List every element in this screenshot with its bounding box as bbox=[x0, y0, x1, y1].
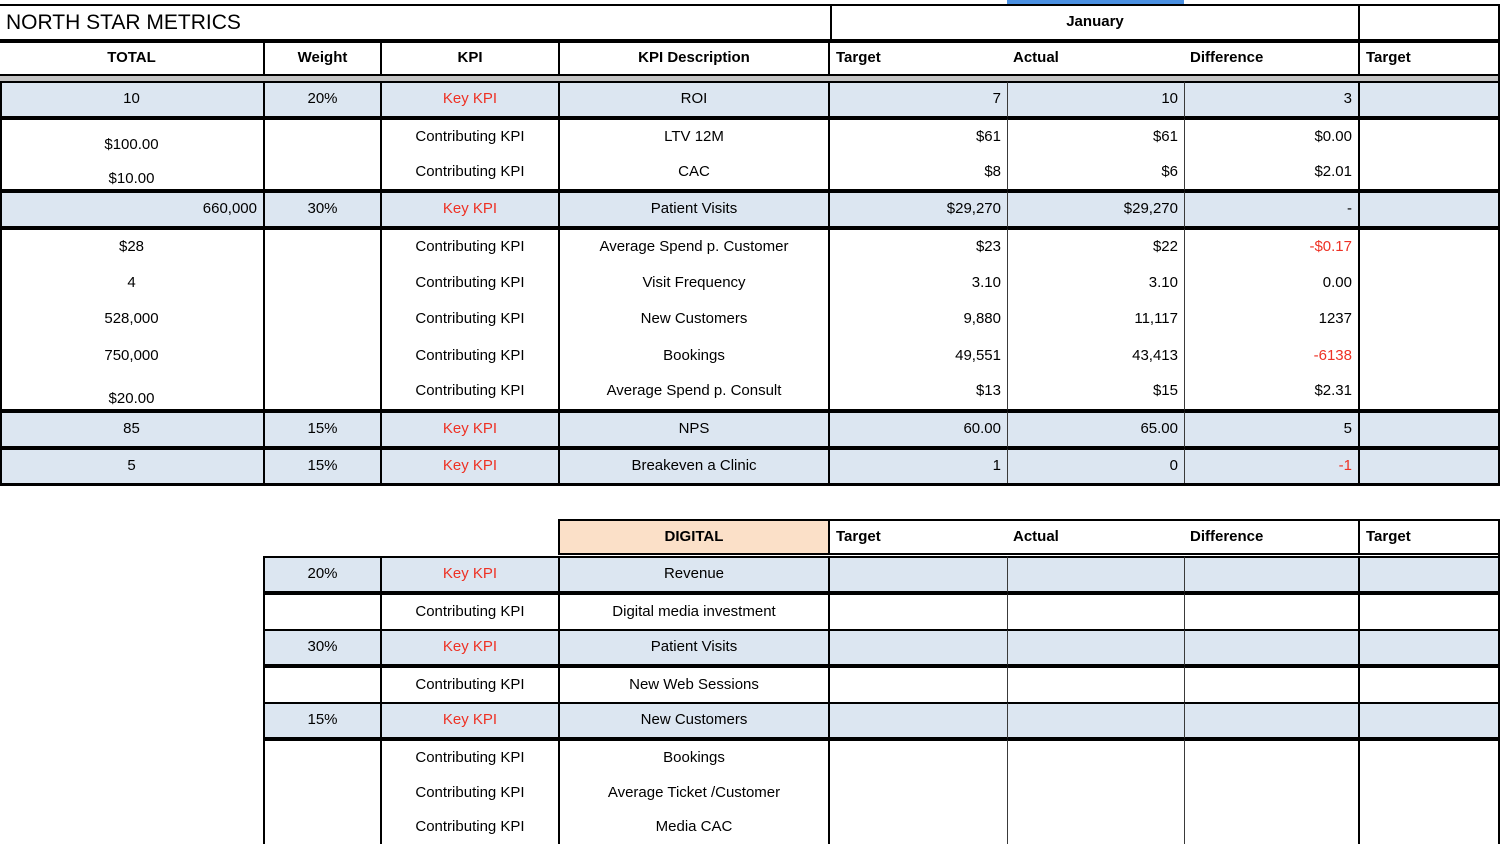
cell-actual: 0 bbox=[1007, 448, 1184, 485]
cell-target: 49,551 bbox=[830, 338, 1007, 374]
cell-next-target-digital bbox=[1360, 593, 1500, 629]
cell-actual: 10 bbox=[1007, 81, 1184, 118]
cell-kpi-type-key: Key KPI bbox=[380, 191, 558, 228]
cell-weight bbox=[263, 228, 380, 265]
cell-difference-digital bbox=[1184, 739, 1360, 775]
cell-total: 85 bbox=[0, 411, 263, 448]
cell-target-digital bbox=[830, 775, 1007, 811]
cell-next-target-digital bbox=[1360, 666, 1500, 702]
cell-total: $100.00 bbox=[0, 118, 263, 155]
cell-kpi-description: New Customers bbox=[558, 301, 830, 338]
cell-difference: 1237 bbox=[1184, 301, 1360, 338]
cell-difference: $2.31 bbox=[1184, 374, 1360, 411]
cell-target-digital bbox=[830, 593, 1007, 629]
column-header-target: Target bbox=[830, 41, 1007, 76]
cell-weight bbox=[263, 118, 380, 155]
period-header-next-placeholder bbox=[1360, 4, 1500, 41]
column-header-actual: Actual bbox=[1007, 41, 1184, 76]
cell-actual: $22 bbox=[1007, 228, 1184, 265]
cell-target: $23 bbox=[830, 228, 1007, 265]
cell-weight-digital bbox=[263, 593, 380, 629]
cell-total: 10 bbox=[0, 81, 263, 118]
cell-actual: 11,117 bbox=[1007, 301, 1184, 338]
cell-actual: $29,270 bbox=[1007, 191, 1184, 228]
cell-actual: 65.00 bbox=[1007, 411, 1184, 448]
cell-actual-digital bbox=[1007, 593, 1184, 629]
cell-next-target-digital bbox=[1360, 629, 1500, 666]
cell-difference-digital bbox=[1184, 593, 1360, 629]
cell-next-target bbox=[1360, 448, 1500, 485]
cell-next-target-digital bbox=[1360, 702, 1500, 739]
cell-actual-digital bbox=[1007, 556, 1184, 593]
cell-kpi-type-contributing: Contributing KPI bbox=[380, 301, 558, 338]
cell-kpi-type-contributing-digital: Contributing KPI bbox=[380, 775, 558, 811]
cell-total: 750,000 bbox=[0, 338, 263, 374]
cell-next-target-digital bbox=[1360, 811, 1500, 844]
grid-rule bbox=[0, 81, 2, 485]
cell-target-digital bbox=[830, 702, 1007, 739]
cell-difference: 3 bbox=[1184, 81, 1360, 118]
cell-kpi-description: Visit Frequency bbox=[558, 265, 830, 301]
cell-kpi-type-key: Key KPI bbox=[380, 411, 558, 448]
cell-kpi-type-contributing-digital: Contributing KPI bbox=[380, 593, 558, 629]
cell-kpi-description: CAC bbox=[558, 155, 830, 191]
column-header-next-target: Target bbox=[1360, 41, 1500, 76]
cell-kpi-type-contributing-digital: Contributing KPI bbox=[380, 739, 558, 775]
cell-actual: $15 bbox=[1007, 374, 1184, 411]
cell-weight: 30% bbox=[263, 191, 380, 228]
cell-kpi-description-digital: Bookings bbox=[558, 739, 830, 775]
cell-weight: 20% bbox=[263, 81, 380, 118]
cell-target-digital bbox=[830, 629, 1007, 666]
cell-kpi-description-digital: Media CAC bbox=[558, 811, 830, 844]
column-header-kpi-description: KPI Description bbox=[558, 41, 830, 76]
cell-next-target bbox=[1360, 155, 1500, 191]
cell-target: 9,880 bbox=[830, 301, 1007, 338]
grid-rule bbox=[0, 483, 1500, 486]
cell-target-digital bbox=[830, 811, 1007, 844]
cell-weight bbox=[263, 338, 380, 374]
cell-target: 1 bbox=[830, 448, 1007, 485]
cell-kpi-type-contributing: Contributing KPI bbox=[380, 118, 558, 155]
cell-weight-digital: 30% bbox=[263, 629, 380, 666]
cell-target: 3.10 bbox=[830, 265, 1007, 301]
cell-kpi-type-key-digital: Key KPI bbox=[380, 702, 558, 739]
cell-kpi-description: Average Spend p. Consult bbox=[558, 374, 830, 411]
cell-weight bbox=[263, 265, 380, 301]
column-header-weight: Weight bbox=[263, 41, 380, 76]
column-header-actual-digital: Actual bbox=[1007, 519, 1184, 555]
page-title: NORTH STAR METRICS bbox=[0, 4, 830, 41]
cell-weight: 15% bbox=[263, 411, 380, 448]
cell-next-target bbox=[1360, 228, 1500, 265]
section-header-digital: DIGITAL bbox=[558, 519, 830, 555]
cell-actual: $6 bbox=[1007, 155, 1184, 191]
cell-difference-digital bbox=[1184, 811, 1360, 844]
cell-next-target bbox=[1360, 118, 1500, 155]
cell-kpi-type-contributing-digital: Contributing KPI bbox=[380, 666, 558, 702]
cell-difference: -1 bbox=[1184, 448, 1360, 485]
cell-weight-digital bbox=[263, 666, 380, 702]
cell-kpi-type-contributing: Contributing KPI bbox=[380, 228, 558, 265]
cell-target: $8 bbox=[830, 155, 1007, 191]
cell-target: 60.00 bbox=[830, 411, 1007, 448]
cell-actual: 3.10 bbox=[1007, 265, 1184, 301]
cell-weight bbox=[263, 374, 380, 411]
cell-kpi-description: LTV 12M bbox=[558, 118, 830, 155]
cell-kpi-description-digital: Digital media investment bbox=[558, 593, 830, 629]
column-header-difference-digital: Difference bbox=[1184, 519, 1360, 555]
cell-kpi-type-contributing: Contributing KPI bbox=[380, 338, 558, 374]
cell-kpi-type-contributing-digital: Contributing KPI bbox=[380, 811, 558, 844]
cell-next-target bbox=[1360, 191, 1500, 228]
cell-difference: -6138 bbox=[1184, 338, 1360, 374]
column-header-next-target-digital: Target bbox=[1360, 519, 1500, 555]
cell-next-target bbox=[1360, 374, 1500, 411]
cell-difference: 0.00 bbox=[1184, 265, 1360, 301]
cell-weight-digital bbox=[263, 775, 380, 811]
cell-kpi-description: Bookings bbox=[558, 338, 830, 374]
cell-weight-digital bbox=[263, 739, 380, 775]
cell-actual-digital bbox=[1007, 629, 1184, 666]
cell-next-target-digital bbox=[1360, 775, 1500, 811]
cell-kpi-description: Average Spend p. Customer bbox=[558, 228, 830, 265]
cell-kpi-description: NPS bbox=[558, 411, 830, 448]
cell-target: $29,270 bbox=[830, 191, 1007, 228]
cell-actual: 43,413 bbox=[1007, 338, 1184, 374]
cell-target-digital bbox=[830, 666, 1007, 702]
cell-target: 7 bbox=[830, 81, 1007, 118]
cell-difference: $0.00 bbox=[1184, 118, 1360, 155]
column-header-total: TOTAL bbox=[0, 41, 263, 76]
cell-difference-digital bbox=[1184, 702, 1360, 739]
cell-weight: 15% bbox=[263, 448, 380, 485]
column-header-target-digital: Target bbox=[830, 519, 1007, 555]
cell-actual: $61 bbox=[1007, 118, 1184, 155]
cell-kpi-type-key-digital: Key KPI bbox=[380, 629, 558, 666]
period-header-january: January bbox=[830, 4, 1360, 41]
cell-total: 528,000 bbox=[0, 301, 263, 338]
cell-kpi-description: Patient Visits bbox=[558, 191, 830, 228]
cell-actual-digital bbox=[1007, 811, 1184, 844]
cell-target-digital bbox=[830, 739, 1007, 775]
cell-difference-digital bbox=[1184, 775, 1360, 811]
cell-kpi-description-digital: Average Ticket /Customer bbox=[558, 775, 830, 811]
column-header-difference: Difference bbox=[1184, 41, 1360, 76]
cell-difference: $2.01 bbox=[1184, 155, 1360, 191]
cell-target-digital bbox=[830, 556, 1007, 593]
cell-kpi-description-digital: New Customers bbox=[558, 702, 830, 739]
cell-actual-digital bbox=[1007, 666, 1184, 702]
cell-total: 5 bbox=[0, 448, 263, 485]
cell-difference: 5 bbox=[1184, 411, 1360, 448]
grid-rule bbox=[263, 556, 265, 844]
cell-next-target bbox=[1360, 301, 1500, 338]
cell-next-target-digital bbox=[1360, 739, 1500, 775]
cell-difference-digital bbox=[1184, 666, 1360, 702]
cell-next-target bbox=[1360, 338, 1500, 374]
cell-target: $61 bbox=[830, 118, 1007, 155]
cell-difference-digital bbox=[1184, 556, 1360, 593]
cell-kpi-type-key: Key KPI bbox=[380, 81, 558, 118]
cell-total: $28 bbox=[0, 228, 263, 265]
cell-weight bbox=[263, 155, 380, 191]
cell-weight bbox=[263, 301, 380, 338]
cell-kpi-type-contributing: Contributing KPI bbox=[380, 155, 558, 191]
cell-kpi-type-contributing: Contributing KPI bbox=[380, 265, 558, 301]
cell-kpi-description-digital: New Web Sessions bbox=[558, 666, 830, 702]
column-header-kpi: KPI bbox=[380, 41, 558, 76]
cell-kpi-description-digital: Revenue bbox=[558, 556, 830, 593]
cell-difference: - bbox=[1184, 191, 1360, 228]
cell-next-target bbox=[1360, 81, 1500, 118]
cell-next-target bbox=[1360, 411, 1500, 448]
cell-kpi-description: Breakeven a Clinic bbox=[558, 448, 830, 485]
cell-kpi-description: ROI bbox=[558, 81, 830, 118]
cell-kpi-type-key: Key KPI bbox=[380, 448, 558, 485]
cell-total: 660,000 bbox=[0, 191, 263, 228]
cell-actual-digital bbox=[1007, 775, 1184, 811]
cell-actual-digital bbox=[1007, 739, 1184, 775]
cell-kpi-description-digital: Patient Visits bbox=[558, 629, 830, 666]
cell-weight-digital: 20% bbox=[263, 556, 380, 593]
cell-total: 4 bbox=[0, 265, 263, 301]
cell-difference: -$0.17 bbox=[1184, 228, 1360, 265]
cell-next-target bbox=[1360, 265, 1500, 301]
cell-weight-digital bbox=[263, 811, 380, 844]
cell-total: $10.00 bbox=[0, 155, 263, 191]
cell-actual-digital bbox=[1007, 702, 1184, 739]
cell-weight-digital: 15% bbox=[263, 702, 380, 739]
cell-kpi-type-key-digital: Key KPI bbox=[380, 556, 558, 593]
cell-total: $20.00 bbox=[0, 374, 263, 411]
cell-kpi-type-contributing: Contributing KPI bbox=[380, 374, 558, 411]
cell-target: $13 bbox=[830, 374, 1007, 411]
cell-difference-digital bbox=[1184, 629, 1360, 666]
cell-next-target-digital bbox=[1360, 556, 1500, 593]
